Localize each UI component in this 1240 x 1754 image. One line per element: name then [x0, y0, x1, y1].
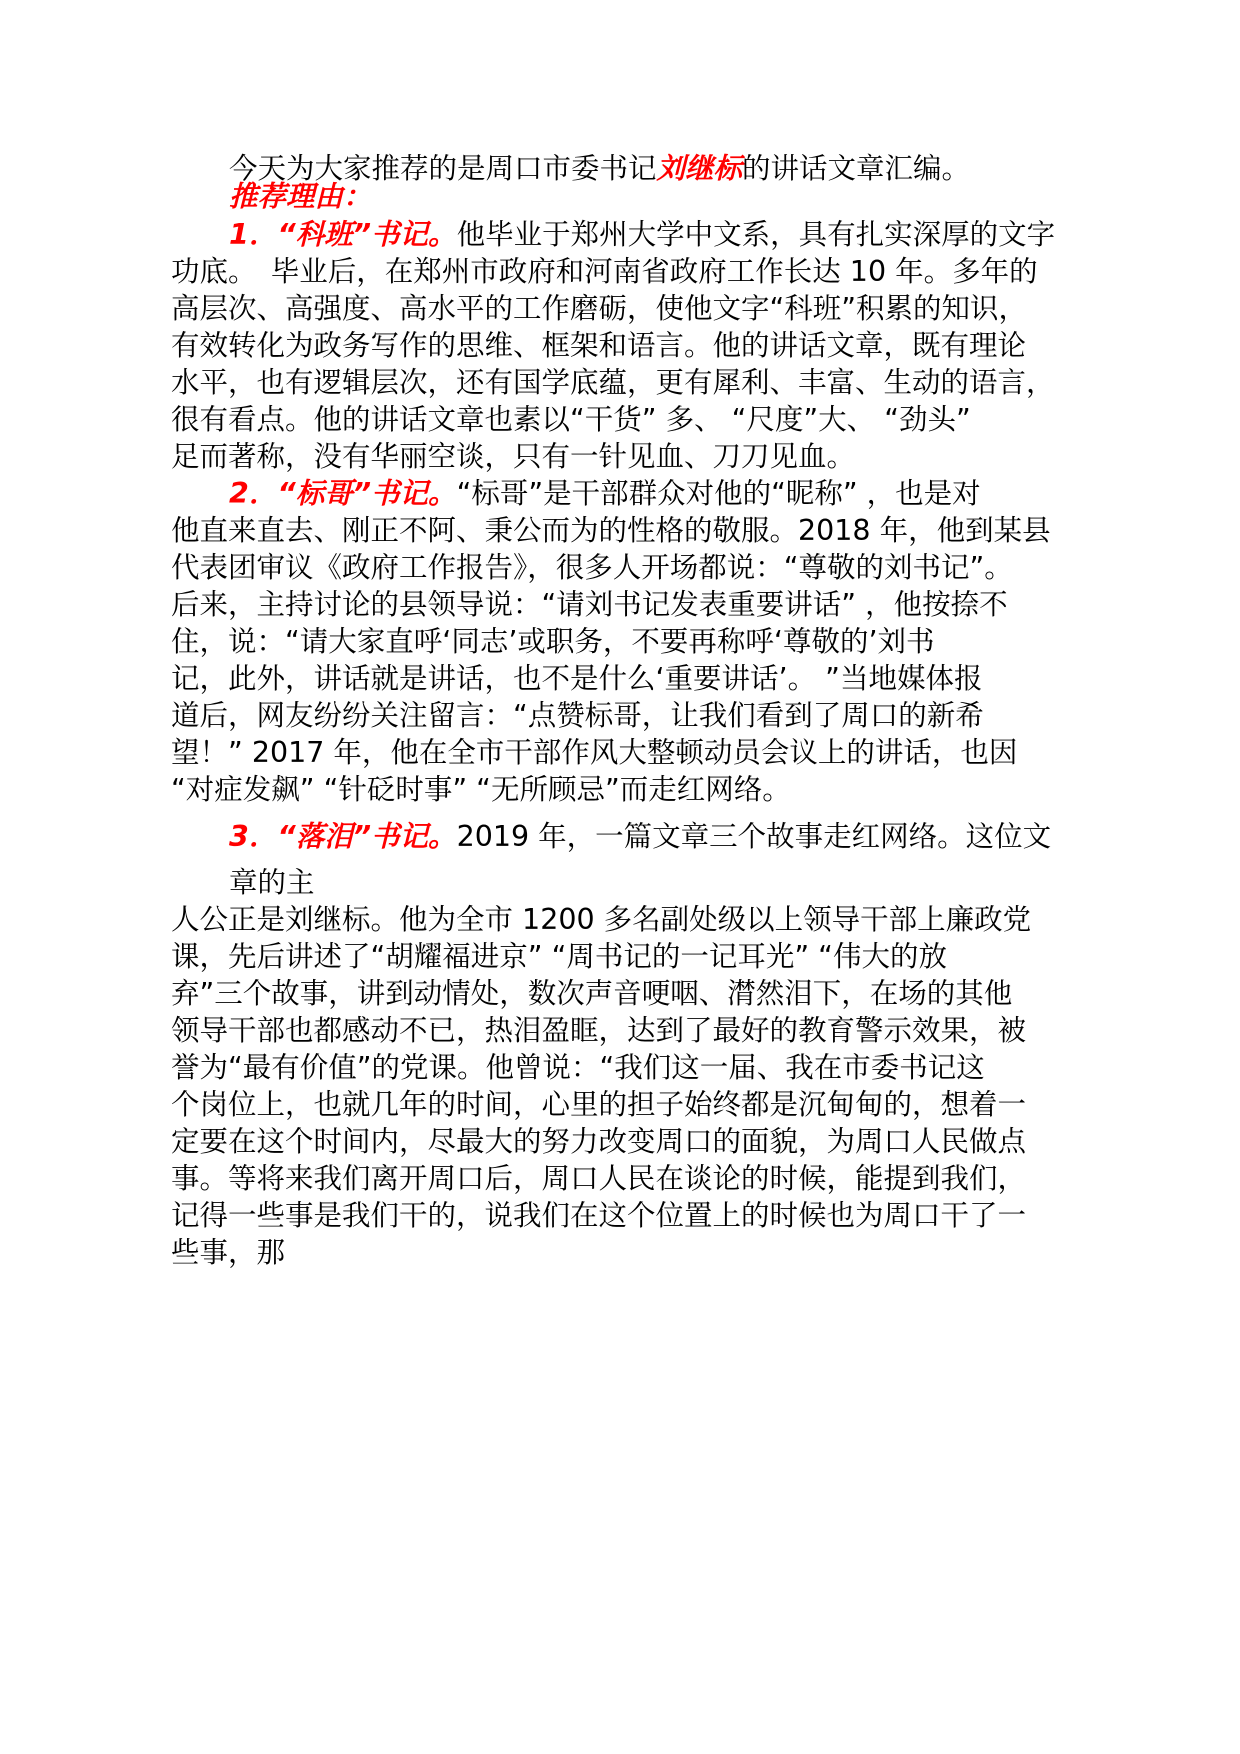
- section-2-line: “标哥”是干部群众对他的“昵称” ，也是对: [456, 477, 981, 510]
- section-3-line: 记得一些事是我们干的，说我们在这个位置上的时候也为周口干了一: [171, 1199, 1027, 1232]
- section-2-first-line: [229, 473, 1159, 514]
- section-2-line: 他直来直去、刚正不阿、秉公而为的性格的敬服。2018 年，他到某县: [171, 514, 1051, 547]
- section-1-first-line: [229, 214, 1159, 255]
- section-3-line: 弃”三个故事，讲到动情处，数次声音哽咽、潸然泪下，在场的其他: [171, 977, 1013, 1010]
- section-1-line: 他毕业于郑州大学中文系，具有扎实深厚的文字: [456, 218, 1056, 251]
- section-2-line: 望！” 2017 年，他在全市干部作风大整顿动员会议上的讲话，也因: [171, 736, 1018, 769]
- section-3-line: 章的主: [229, 866, 315, 899]
- section-3-line: 些事，那: [171, 1236, 286, 1269]
- section-1-title: “科班”书记。: [277, 218, 457, 251]
- reasons-heading: 推荐理由：: [229, 180, 372, 213]
- section-2-line: 后来，主持讨论的县领导说：“请刘书记发表重要讲话” ，他按捺不: [171, 588, 1008, 621]
- section-3-number: 3．: [229, 820, 278, 853]
- section-2-line: 住，说：“请大家直呼‘同志’或职务，不要再称呼‘尊敬的’刘书: [171, 625, 935, 658]
- section-1-line: 高层次、高强度、高水平的工作磨砺，使他文字“科班”积累的知识，: [171, 292, 1028, 325]
- section-1-line: 水平，也有逻辑层次，还有国学底蕴，更有犀利、丰富、生动的语言，: [171, 366, 1055, 399]
- section-3-line: 2019 年，一篇文章三个故事走红网络。这位文: [456, 820, 1052, 853]
- section-3-line: 定要在这个时间内，尽最大的努力改变周口的面貌，为周口人民做点: [171, 1125, 1027, 1158]
- section-2-line: 记，此外，讲话就是讲话，也不是什么‘重要讲话’。 ”当地媒体报: [171, 662, 983, 695]
- section-1-line: 功底。 毕业后，在郑州市政府和河南省政府工作长达 10 年。多年的: [171, 255, 1038, 288]
- section-1-line: 很有看点。他的讲话文章也素以“干货” 多、 “尺度”大、 “劲头”: [171, 403, 971, 436]
- section-2-number: 2．: [229, 477, 278, 510]
- intro-text-after: 的讲话文章汇编。: [742, 152, 971, 185]
- section-3-line: 事。等将来我们离开周口后，周口人民在谈论的时候，能提到我们，: [171, 1162, 1027, 1195]
- section-3-line: 人公正是刘继标。他为全市 1200 多名副处级以上领导干部上廉政党: [171, 903, 1032, 936]
- section-2-line: 代表团审议《政府工作报告》，很多人开场都说：“尊敬的刘书记”。: [171, 551, 1013, 584]
- section-3-line: 课，先后讲述了“胡耀福进京” “周书记的一记耳光” “伟大的放: [171, 940, 947, 973]
- intro-text-before: 今天为大家推荐的是周口市委书记: [229, 152, 657, 185]
- section-3-title: “落泪”书记。: [277, 820, 457, 853]
- section-2-line: “对症发飙” “针砭时事” “无所顾忌”而走红网络。: [171, 773, 791, 806]
- section-2-title: “标哥”书记。: [277, 477, 457, 510]
- section-3-first-line: [229, 816, 1159, 857]
- section-3-line: 领导干部也都感动不已，热泪盈眶，达到了最好的教育警示效果，被: [171, 1014, 1027, 1047]
- section-1-line: 足而著称，没有华丽空谈，只有一针见血、刀刀见血。: [171, 440, 856, 473]
- section-2-line: 道后，网友纷纷关注留言：“点赞标哥，让我们看到了周口的新希: [171, 699, 984, 732]
- section-3-line: 誉为“最有价值”的党课。他曾说：“我们这一届、我在市委书记这: [171, 1051, 985, 1084]
- section-3-line: 个岗位上，也就几年的时间，心里的担子始终都是沉甸甸的，想着一: [171, 1088, 1027, 1121]
- section-1-number: 1．: [229, 218, 278, 251]
- section-1-line: 有效转化为政务写作的思维、框架和语言。他的讲话文章，既有理论: [171, 329, 1027, 362]
- secretary-name: 刘继标: [656, 152, 743, 185]
